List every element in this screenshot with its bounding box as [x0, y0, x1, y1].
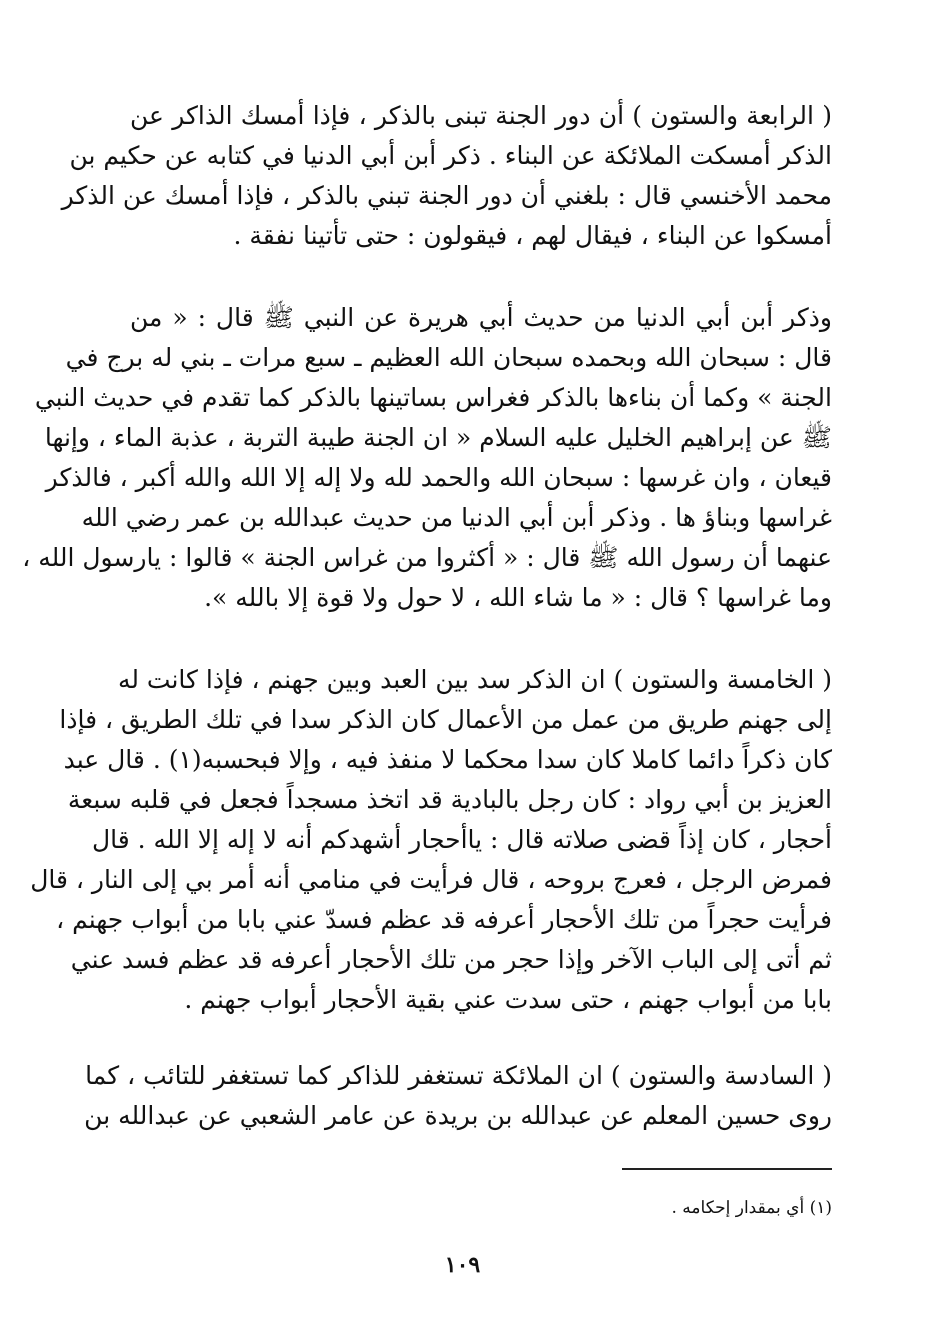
text-line: ( الرابعة والستون ) أن دور الجنة تبنى بالذكر ، فإذا أمسك الذاكر عن	[130, 101, 832, 130]
text-line: فمرض الرجل ، فعرج بروحه ، قال فرأيت في منامي أنه أمر بي إلى النار ، قال	[30, 865, 832, 894]
text-line: روى حسين المعلم عن عبدالله بن بريدة عن عامر الشعبي عن عبدالله بن	[84, 1101, 832, 1130]
text-line: ثم أتى إلى الباب الآخر وإذا حجر من تلك الأحجار أعرفه قد عظم فسد عني	[70, 945, 832, 974]
text-line: العزيز بن أبي رواد : كان رجل بالبادية قد اتخذ مسجداً فجعل في قلبه سبعة	[67, 785, 832, 814]
page-number: ١٠٩	[444, 1252, 481, 1278]
text-line: قيعان ، وان غرسها : سبحان الله والحمد لله ولا إله إلا الله والله أكبر ، فالذكر	[45, 463, 832, 492]
text-line: ﷺ عن إبراهيم الخليل عليه السلام « ان الجنة طيبة التربة ، عذبة الماء ، وإنها	[44, 423, 832, 452]
text-line: وما غراسها ؟ قال : « ما شاء الله ، لا حول ولا قوة إلا بالله ».	[204, 583, 832, 612]
text-line: محمد الأخنسي قال : بلغني أن دور الجنة تبني بالذكر ، فإذا أمسك عن الذكر	[61, 181, 832, 210]
text-line: بابا من أبواب جهنم ، حتى سدت عني بقية الأحجار أبواب جهنم .	[184, 985, 832, 1014]
text-line: ( الخامسة والستون ) ان الذكر سد بين العبد وبين جهنم ، فإذا كانت له	[117, 665, 832, 694]
text-line: ( السادسة والستون ) ان الملائكة تستغفر للذاكر كما تستغفر للتائب ، كما	[85, 1061, 832, 1090]
footnote-separator	[622, 1168, 832, 1170]
text-line: الجنة » وكما أن بناءها بالذكر فغراس بساتينها بالذكر كما تقدم في حديث النبي	[34, 383, 832, 412]
text-line: أحجار ، كان إذاً قضى صلاته قال : ياأحجار أشهدكم أنه لا إله إلا الله . قال	[91, 825, 832, 854]
text-line: فرأيت حجراً من تلك الأحجار أعرفه قد عظم فسدّ عني بابا من أبواب جهنم ،	[56, 905, 832, 934]
footnote: (١) أي بمقدار إحكامه .	[671, 1198, 832, 1218]
text-line: أمسكوا عن البناء ، فيقال لهم ، فيقولون : حتى تأتينا نفقة .	[233, 221, 832, 250]
text-line: إلى جهنم طريق من عمل من الأعمال كان الذكر سدا في تلك الطريق ، فإذا	[59, 705, 832, 734]
text-line: عنهما أن رسول الله ﷺ قال : « أكثروا من غراس الجنة » قالوا : يارسول الله ،	[22, 543, 832, 572]
text-line: وذكر أبن أبي الدنيا من حديث أبي هريرة عن النبي ﷺ قال : « من	[130, 303, 832, 332]
text-line: قال : سبحان الله وبحمده سبحان الله العظيم ـ سبع مرات ـ بني له برج في	[65, 343, 832, 372]
text-line: كان ذكراً دائما كاملا كان سدا محكما لا منفذ فيه ، وإلا فبحسبه(١) . قال عبد	[63, 745, 832, 774]
text-line: الذكر أمسكت الملائكة عن البناء . ذكر أبن أبي الدنيا في كتابه عن حكيم بن	[69, 141, 832, 170]
text-line: غراسها وبناؤ ها . وذكر أبن أبي الدنيا من حديث عبدالله بن عمر رضي الله	[81, 503, 832, 532]
